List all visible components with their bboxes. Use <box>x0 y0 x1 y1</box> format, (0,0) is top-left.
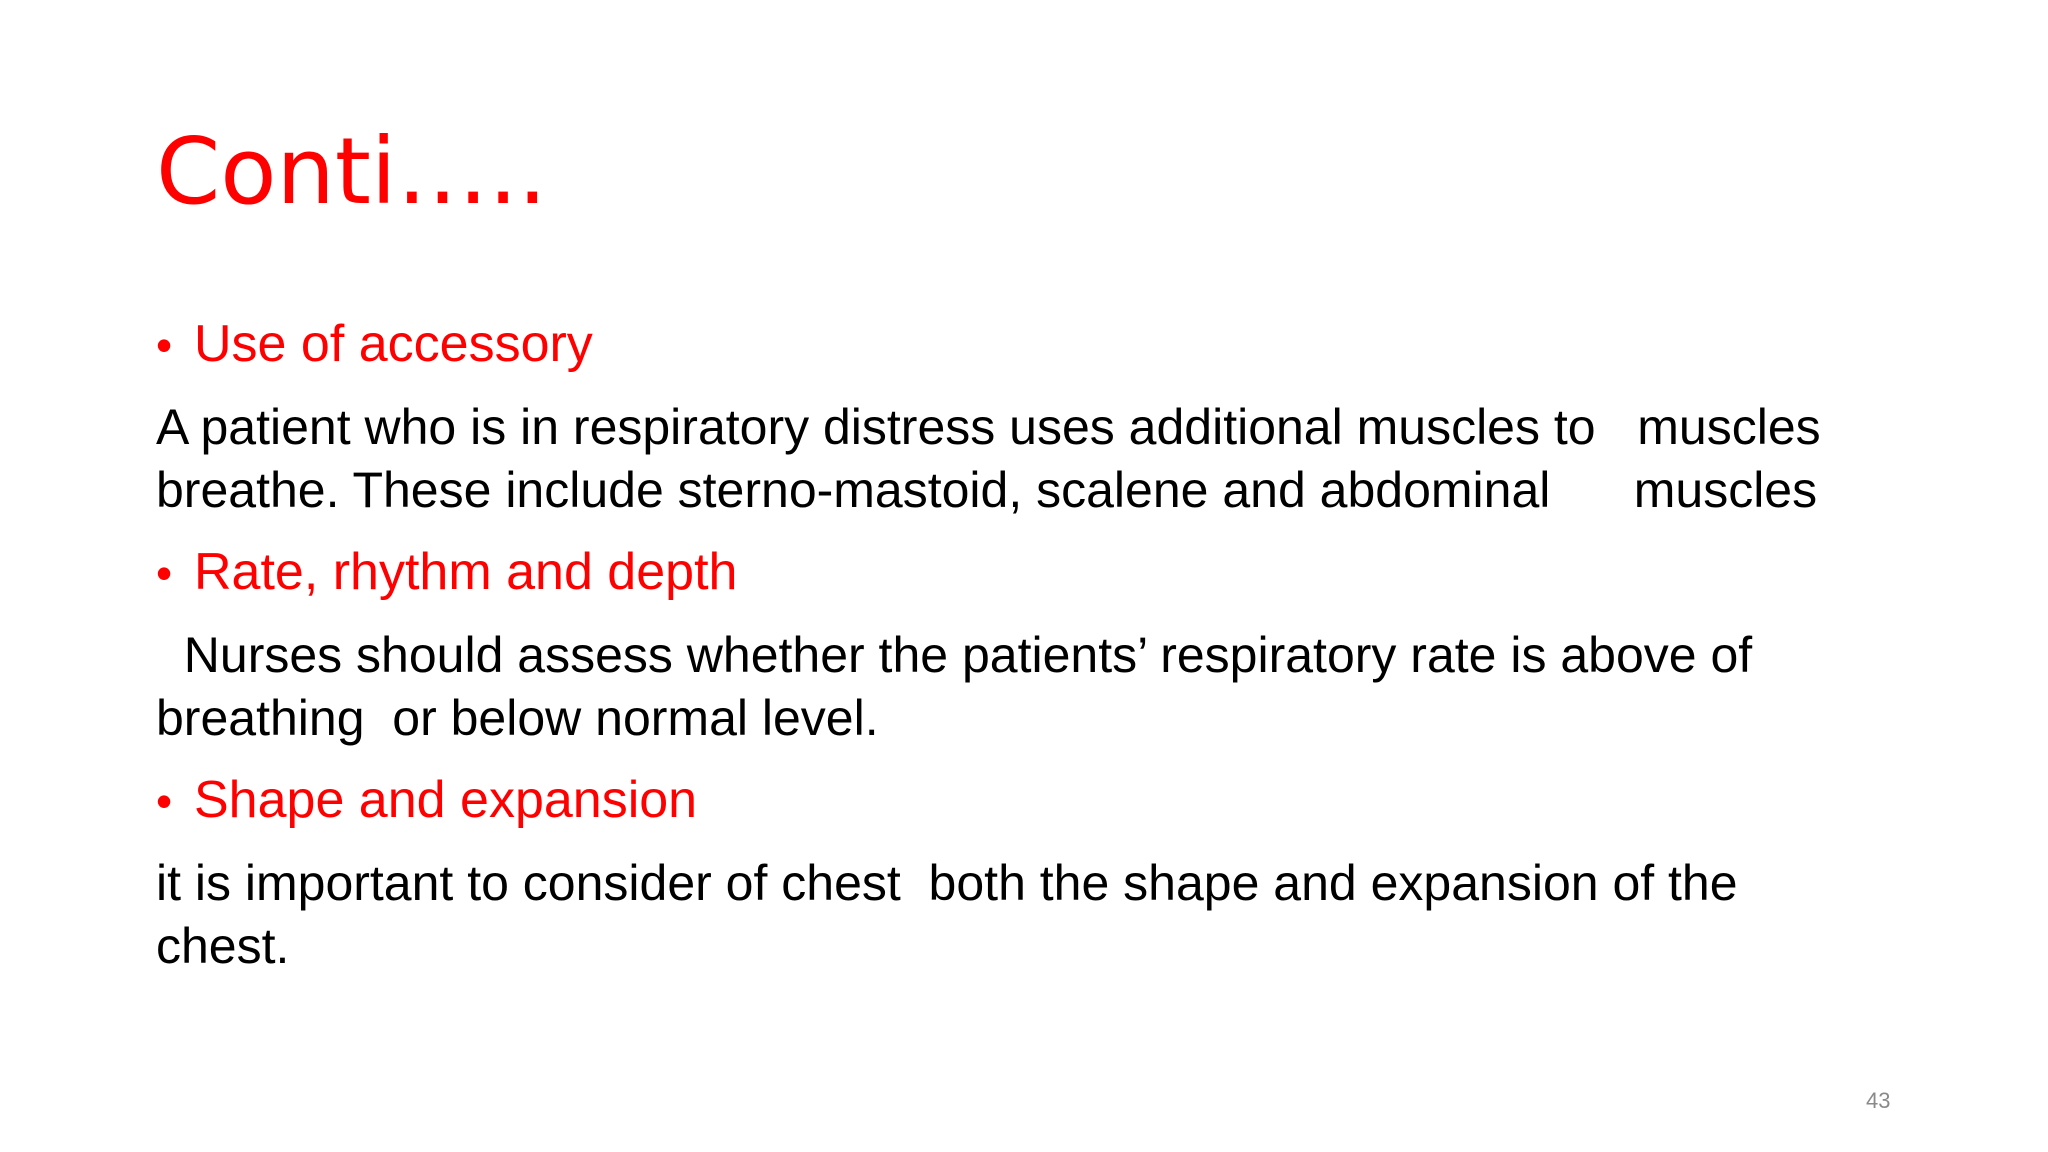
slide-title: Conti….. <box>156 118 547 225</box>
body-line: it is important to consider of chest both the shape and expansion of the <box>156 855 1738 911</box>
bullet-heading-text: Rate, rhythm and depth <box>194 543 738 601</box>
body-line: breathing or below normal level. <box>156 690 879 746</box>
page-number: 43 <box>1866 1088 1891 1113</box>
body-line: Nurses should assess whether the patients’ respiratory rate is above of <box>156 627 1753 683</box>
bullet-heading-shape <box>156 768 697 833</box>
bullet-heading-rate <box>156 540 737 605</box>
bullet-icon: • <box>156 775 173 827</box>
bullet-icon: • <box>156 547 173 599</box>
body-line: chest. <box>156 918 290 974</box>
bullet-heading-text: Use of accessory <box>194 315 593 373</box>
bullet-heading-text: Shape and expansion <box>194 771 698 829</box>
body-line: A patient who is in respiratory distress uses additional muscles to muscles <box>156 399 1821 455</box>
body-line: breathe. These include sterno-mastoid, scalene and abdominal muscles <box>156 462 1818 518</box>
bullet-heading-accessory <box>156 312 593 377</box>
bullet-icon: • <box>156 319 173 371</box>
